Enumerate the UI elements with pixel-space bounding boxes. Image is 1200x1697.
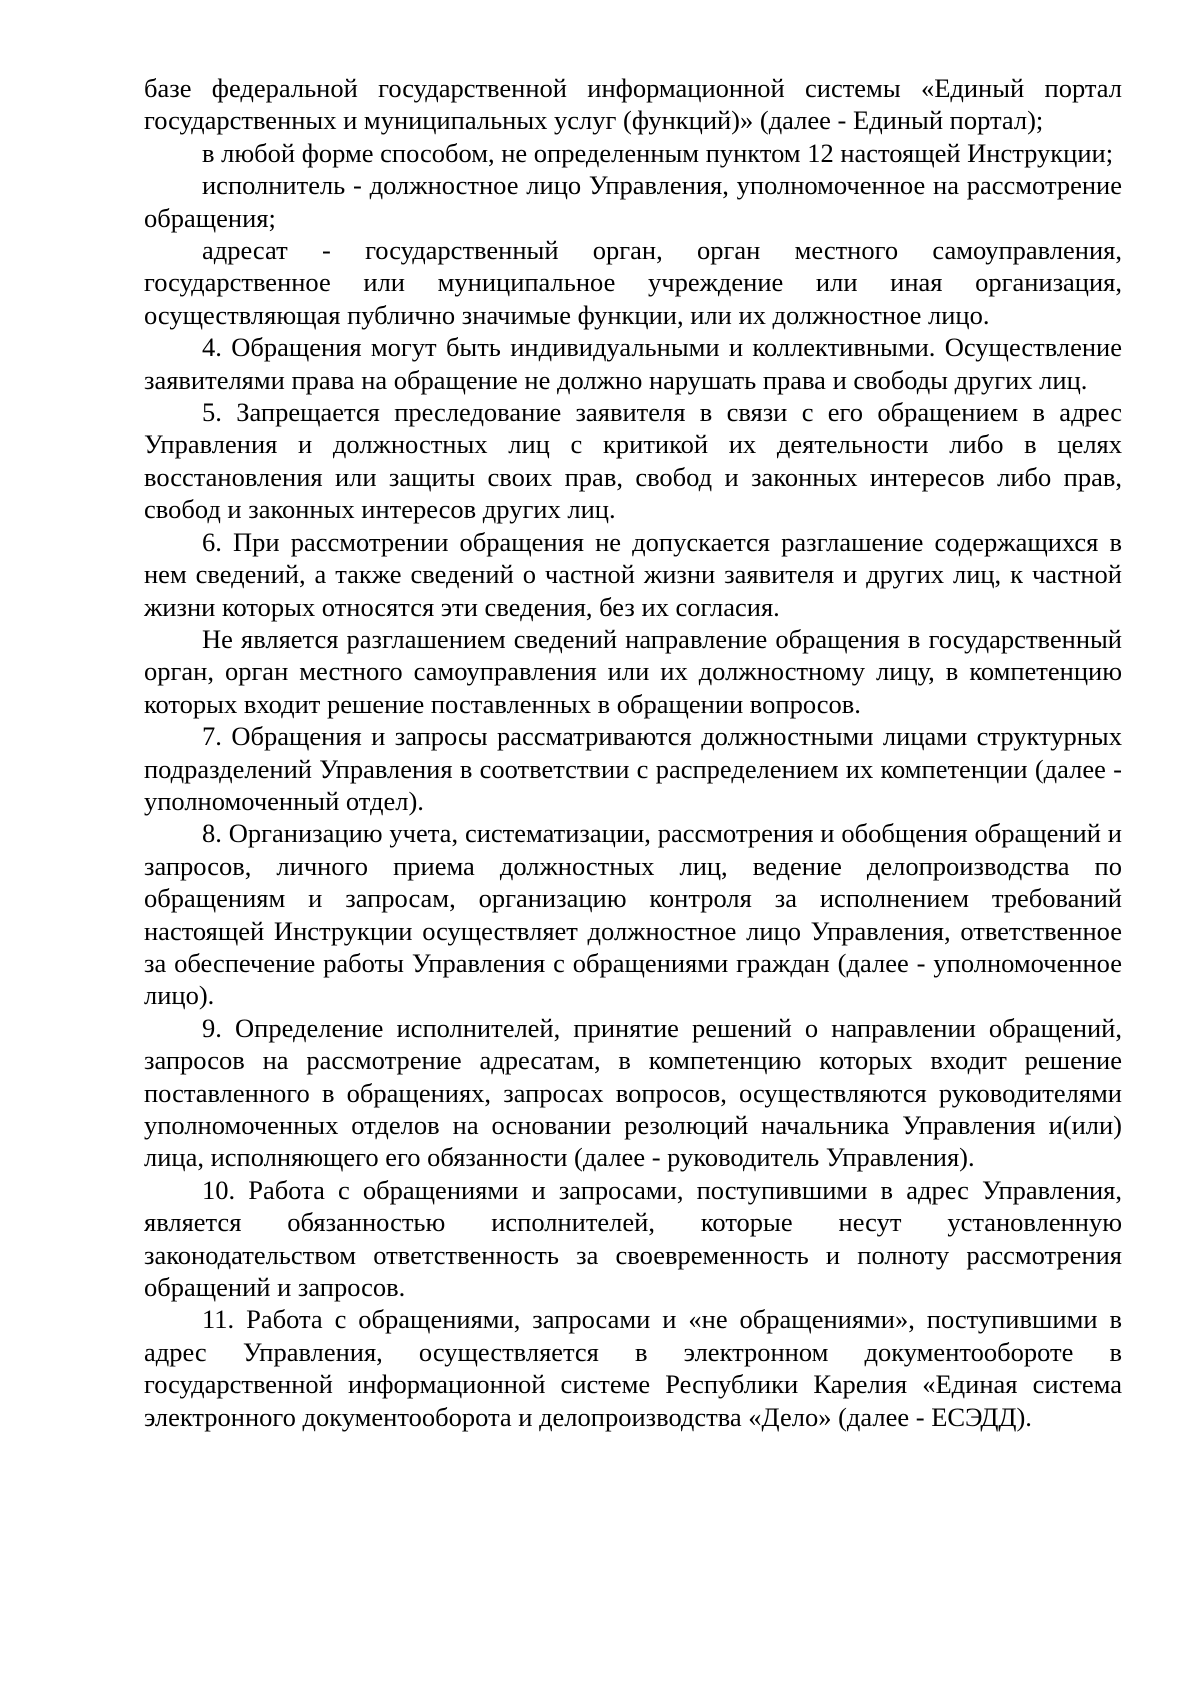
paragraph-item-10: 10. Работа с обращениями и запросами, поступившими в адрес Управления, является обязанностью исполнителей, которые несут установленную законодательством ответственность за своевременность и полноту рассмотрения обращений и запросов. bbox=[144, 1174, 1122, 1303]
paragraph-item-9: 9. Определение исполнителей, принятие решений о направлении обращений, запросов на рассмотрение адресатам, в компетенцию которых входит решение поставленного в обращениях, запросах вопросов, осуществляются руководителями уполномоченных отделов на основании резолюций начальника Управления и(или) лица, исполняющего его обязанности (далее - руководитель Управления). bbox=[144, 1012, 1122, 1173]
document-page bbox=[144, 72, 1122, 1433]
paragraph-any-form: в любой форме способом, не определенным пунктом 12 настоящей Инструкции; bbox=[202, 137, 1114, 168]
paragraph-item-5: 5. Запрещается преследование заявителя в связи с его обращением в адрес Управления и должностных лиц с критикой их деятельности либо в целях восстановления или защиты своих прав, свобод и законных интересов либо прав, свобод и законных интересов других лиц. bbox=[144, 397, 1122, 525]
paragraph-addressee-definition: адресат - государственный орган, орган местного самоуправления, государственное или муниципальное учреждение или иная организация, осуществляющая публично значимые функции, или их должностное лицо. bbox=[144, 235, 1122, 330]
paragraph-item-7: 7. Обращения и запросы рассматриваются должностными лицами структурных подразделений Управления в соответствии с распределением их компетенции (далее - уполномоченный отдел). bbox=[144, 721, 1122, 816]
paragraph-executor-definition: исполнитель - должностное лицо Управления, уполномоченное на рассмотрение обращения; bbox=[144, 170, 1122, 233]
paragraph-intro-continuation: базе федеральной государственной информационной системы «Единый портал государственных и муниципальных услуг (функций)» (далее - Единый портал); bbox=[144, 73, 1122, 136]
paragraph-item-6-continued: Не является разглашением сведений направление обращения в государственный орган, орган местного самоуправления или их должностному лицу, в компетенцию которых входит решение поставленных в обращении вопросов. bbox=[144, 623, 1122, 719]
paragraph-item-11: 11. Работа с обращениями, запросами и «не обращениями», поступившими в адрес Управления, осуществляется в электронном документообороте в государственной информационной системе Республики Карелия «Единая система электронного документооборота и делопроизводства «Дело» (далее - ЕСЭДД). bbox=[144, 1304, 1122, 1432]
paragraph-item-8: 8. Организацию учета, систематизации, рассмотрения и обобщения обращений и запросов, личного приема должностных лиц, ведение делопроизводства по обращениям и запросам, организацию контроля за исполнением требований настоящей Инструкции осуществляет должностное лицо Управления, ответственное за обеспечение работы Управления с обращениями граждан (далее - уполномоченное лицо). bbox=[144, 818, 1122, 1011]
paragraph-item-6: 6. При рассмотрении обращения не допускается разглашение содержащихся в нем сведений, а также сведений о частной жизни заявителя и других лиц, к частной жизни которых относятся эти сведения, без их согласия. bbox=[144, 526, 1122, 622]
paragraph-item-4: 4. Обращения могут быть индивидуальными и коллективными. Осуществление заявителями права на обращение не должно нарушать права и свободы других лиц. bbox=[144, 332, 1122, 395]
